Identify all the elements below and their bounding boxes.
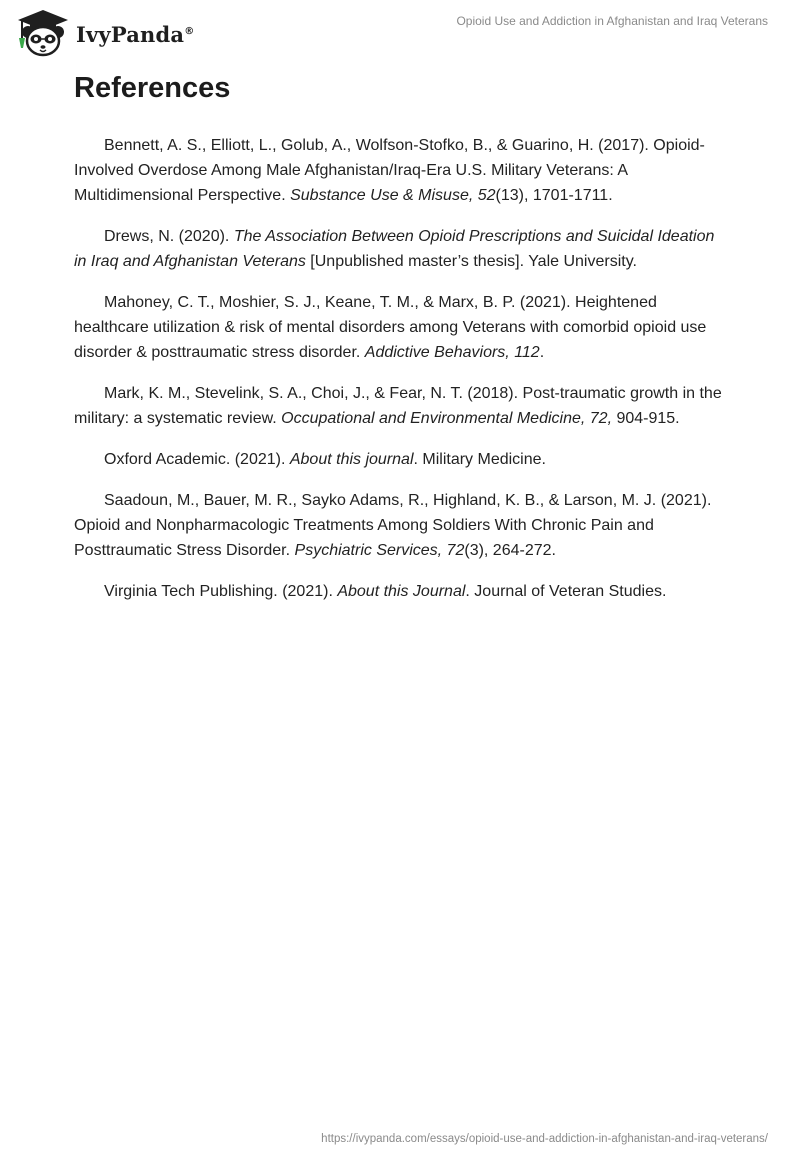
reference-source-italic: Occupational and Environmental Medicine, 72, — [281, 410, 613, 427]
reference-text: [Unpublished master’s thesis]. Yale University. — [305, 253, 637, 270]
reference-entry — [74, 381, 728, 431]
reference-entry — [74, 447, 728, 472]
panda-graduate-icon — [14, 8, 72, 58]
reference-source-italic: About this journal — [289, 451, 414, 468]
source-url[interactable]: https://ivypanda.com/essays/opioid-use-and-addiction-in-afghanistan-and-iraq-veterans/ — [321, 1133, 768, 1145]
reference-text: 904-915. — [612, 410, 680, 427]
reference-text: Drews, N. (2020). — [104, 228, 234, 245]
reference-list — [74, 133, 728, 620]
reference-source-italic: Psychiatric Services, 72 — [294, 542, 465, 559]
running-title: Opioid Use and Addiction in Afghanistan and Iraq Veterans — [456, 14, 768, 28]
page-header — [0, 0, 800, 60]
reference-source-italic: Addictive Behaviors, 112 — [364, 344, 540, 361]
reference-text: Mark, K. M., Stevelink, S. A., Choi, J., & Fear, N. T. (2018). Post-traumatic growth in the military: a systematic review. — [74, 385, 722, 427]
reference-entry — [74, 290, 728, 365]
reference-source-italic: The Association Between Opioid Prescriptions and Suicidal Ideation in Iraq and Afghanistan Veterans — [74, 228, 715, 270]
reference-text: Mahoney, C. T., Moshier, S. J., Keane, T. M., & Marx, B. P. (2021). Heightened healthcare utilization & risk of mental disorders among Veterans with comorbid opioid use disorder & posttraumatic stress disorder. — [74, 294, 707, 361]
reference-text: (13), 1701-1711. — [495, 187, 613, 204]
brand-logo[interactable] — [14, 8, 194, 58]
reference-text: . Military Medicine. — [413, 451, 546, 468]
reference-text: . Journal of Veteran Studies. — [465, 583, 667, 600]
reference-text: Oxford Academic. (2021). — [104, 451, 290, 468]
reference-entry — [74, 579, 728, 604]
reference-text: Saadoun, M., Bauer, M. R., Sayko Adams, R., Highland, K. B., & Larson, M. J. (2021). Opioid and Nonpharmacologic Treatments Among Soldiers With Chronic Pain and Posttraumatic Stress Disorder. — [74, 492, 712, 559]
reference-text: (3), 264-272. — [464, 542, 556, 559]
brand-name: IvyPanda® — [76, 21, 195, 47]
page-title: References — [74, 72, 231, 104]
reference-entry — [74, 224, 728, 274]
reference-source-italic: About this Journal — [337, 583, 466, 600]
reference-text: Virginia Tech Publishing. (2021). — [104, 583, 338, 600]
reference-source-italic: Substance Use & Misuse, 52 — [290, 187, 496, 204]
reference-entry — [74, 133, 728, 208]
reference-text: Bennett, A. S., Elliott, L., Golub, A., Wolfson-Stofko, B., & Guarino, H. (2017). Opioid-Involved Overdose Among Male Afghanistan/Iraq-Era U.S. Military Veterans: A Multidimensional Perspective. — [74, 137, 705, 204]
reference-text: . — [539, 344, 545, 361]
reference-entry — [74, 488, 728, 563]
